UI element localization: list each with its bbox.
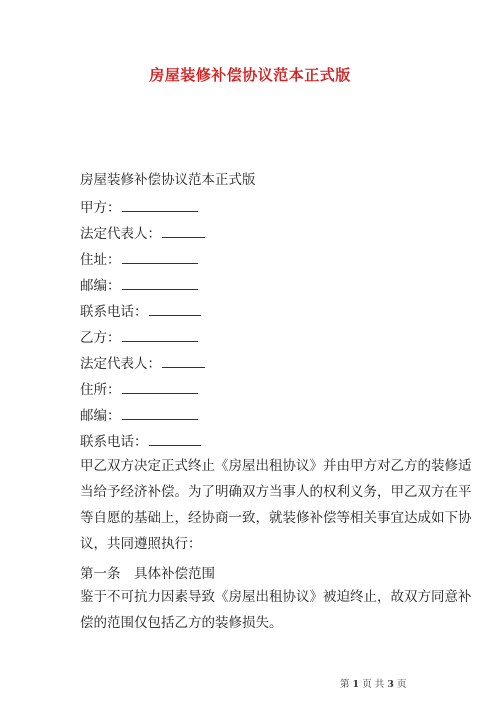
- page-prefix: 第: [340, 679, 350, 690]
- party-a-row: [80, 197, 198, 217]
- party-b-rep-row: [80, 353, 205, 373]
- party-b-address-label: 住所：: [80, 382, 121, 398]
- party-b-postcode-row: [80, 405, 198, 425]
- article1-paragraph: [80, 584, 472, 636]
- article1-paragraph-line: 鉴于不可抗力因素导致《房屋出租协议》被迫终止，故双方同意补: [80, 589, 472, 605]
- party-b-phone-row: [80, 431, 201, 451]
- document-subtitle: 房屋装修补偿协议范本正式版: [80, 172, 256, 188]
- article1-paragraph-line: 偿的范围仅包括乙方的装修损失。: [80, 615, 283, 631]
- intro-paragraph-line: 等自愿的基础上，经协商一致，就装修补偿等相关事宜达成如下协: [80, 510, 472, 526]
- party-b-address-row: [80, 379, 198, 399]
- party-a-rep-blank: [162, 223, 205, 238]
- current-page-number: 1: [352, 679, 360, 690]
- party-b-rep-blank: [162, 353, 205, 368]
- page-middle: 页 共: [362, 679, 385, 690]
- party-b-phone-blank: [149, 431, 201, 446]
- party-a-postcode-label: 邮编：: [80, 278, 121, 294]
- party-b-blank: [122, 327, 198, 342]
- article1-heading: 第一条 具体补偿范围: [80, 566, 215, 582]
- party-a-phone-label: 联系电话：: [80, 304, 148, 320]
- intro-paragraph-line: 议，共同遵照执行：: [80, 536, 202, 552]
- party-b-address-blank: [122, 379, 198, 394]
- intro-paragraph-line: 当给予经济补偿。为了明确双方当事人的权利义务，甲乙双方在平: [80, 484, 472, 500]
- total-pages-number: 3: [387, 679, 394, 690]
- party-b-row: [80, 327, 198, 347]
- intro-paragraph: [80, 453, 472, 557]
- intro-paragraph-line: 甲乙双方决定正式终止《房屋出租协议》并由甲方对乙方的装修适: [80, 458, 472, 474]
- party-b-label: 乙方：: [80, 330, 121, 346]
- party-a-postcode-row: [80, 275, 198, 295]
- party-b-rep-label: 法定代表人：: [80, 356, 161, 372]
- party-a-phone-row: [80, 301, 201, 321]
- party-a-blank: [122, 197, 198, 212]
- page-footer: [340, 676, 406, 690]
- party-a-label: 甲方：: [80, 200, 121, 216]
- party-b-phone-label: 联系电话：: [80, 434, 148, 450]
- page-suffix: 页: [396, 679, 407, 690]
- party-a-address-row: [80, 249, 198, 269]
- party-a-phone-blank: [149, 301, 201, 316]
- party-b-postcode-label: 邮编：: [80, 408, 121, 424]
- party-a-postcode-blank: [122, 275, 198, 290]
- party-a-rep-row: [80, 223, 205, 243]
- party-a-address-blank: [122, 249, 198, 264]
- party-a-address-label: 住址：: [80, 252, 121, 268]
- document-title: 房屋装修补偿协议范本正式版: [149, 66, 351, 84]
- party-a-rep-label: 法定代表人：: [80, 226, 161, 242]
- party-b-postcode-blank: [122, 405, 198, 420]
